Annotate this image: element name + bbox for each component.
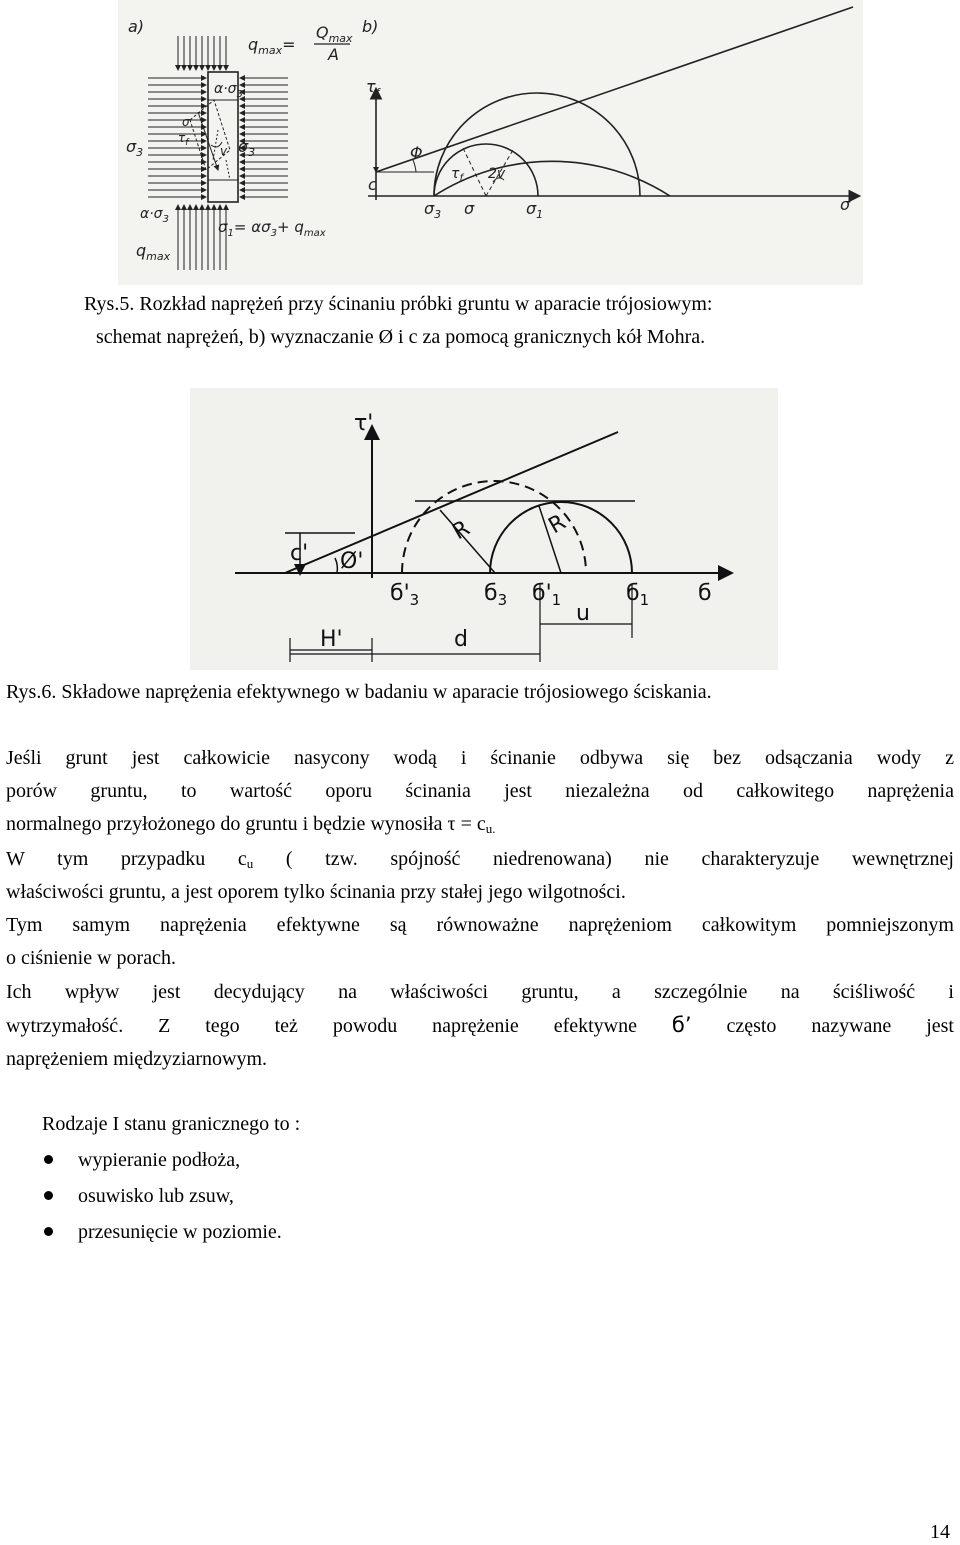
svg-text:v: v xyxy=(220,144,228,158)
svg-text:qmax: $q_{max}$ xyxy=(136,241,171,263)
list-item: przesunięcie w poziomie. xyxy=(44,1217,282,1253)
svg-text:τf: $\tau_f$ xyxy=(366,77,380,99)
sigma1-label: $б_1$ xyxy=(626,581,650,609)
bullet-icon xyxy=(44,1155,53,1164)
list-title: Rodzaje I stanu granicznego to : xyxy=(42,1113,301,1135)
svg-text:σ1= ασ3+ qmax: $\sigma_1= \alpha\sigma_3+ q_{max}$ xyxy=(218,218,326,239)
list-item: wypieranie podłoża, xyxy=(44,1145,282,1181)
svg-text:c: c xyxy=(368,175,377,194)
svg-text:qmax=: $q_{max}=$ xyxy=(248,35,296,57)
top-load-arrows xyxy=(178,36,226,70)
svg-text:σ3: $\sigma_3$ xyxy=(424,199,442,221)
svg-text:α·σ3: $\alpha\cdot\sigma_3$ xyxy=(214,81,243,100)
bottom-load-arrows xyxy=(178,205,226,270)
phi-prime-label: Ø' xyxy=(340,549,364,574)
R-left-label: R xyxy=(448,515,475,546)
page-number: 14 xyxy=(930,1521,950,1543)
paragraph-undrained-shear: Jeśli grunt jest całkowicie nasycony wodą i ścinanie odbywa się bez odsączania wody z porów gruntu, to wartość oporu ścinania jest niezależna od całkowitego naprężenia normalnego przyłożonego do gruntu i będzie wynosiła $\tau = c_{u.}$ xyxy=(6,747,954,837)
panel-b-labels xyxy=(366,77,851,221)
sigma3-prime-label: $б'_3$ xyxy=(390,581,420,609)
svg-text:σ3: $\sigma_3$ xyxy=(238,137,256,159)
u-label: u xyxy=(576,601,590,626)
figure-5-caption-line-2: schemat naprężeń, b) wyznaczanie Ø i c za pomocą granicznych kół Mohra. xyxy=(96,326,706,348)
svg-text:σ: σ xyxy=(840,195,851,214)
H-prime-label: H' xyxy=(320,627,343,652)
svg-text:σ3: $\sigma_3$ xyxy=(126,137,144,159)
sigma1-prime-label: $б'_1$ xyxy=(532,581,562,609)
figure-5-mohr-diagram xyxy=(118,0,863,285)
bullet-icon xyxy=(44,1191,53,1200)
paragraph-intergranular-stress: Ich wpływ jest decydujący na właściwości gruntu, a szczególnie na ściśliwość i wytrzymałość. Z tego też powodu naprężenie efektywne б’ często nazywane jest naprężeniem międzyziarnowym. xyxy=(6,981,954,1071)
bullet-icon xyxy=(44,1227,53,1236)
panel-a-label: a) xyxy=(128,17,145,36)
sigma-axis-label-6: б xyxy=(698,581,712,606)
list-item: osuwisko lub zsuw, xyxy=(44,1181,282,1217)
R-right-label: R xyxy=(544,509,571,540)
left-pressure-arrows xyxy=(148,78,206,197)
svg-text:σ: σ xyxy=(464,199,475,218)
mohr-circle-2 xyxy=(434,93,640,196)
svg-text:τf: $\tau_f$ xyxy=(178,131,189,148)
figure-5-caption-line-1: Rys.5. Rozkład naprężeń przy ścinaniu próbki gruntu w aparacie trójosiowym: xyxy=(84,293,713,315)
figure-6-caption: Rys.6. Składowe naprężenia efektywnego w badaniu w aparacie trójosiowego ściskania. xyxy=(6,681,712,703)
svg-text:Φ: Φ xyxy=(410,143,423,162)
paragraph-effective-stress: Tym samym naprężenia efektywne są równoważne naprężeniom całkowitym pomniejszonym o ciśnienie w porach. xyxy=(6,914,954,970)
panel-b-label: b) xyxy=(362,17,379,36)
c-prime-label: c' xyxy=(290,541,309,566)
paragraph-undrained-cohesion: W tym przypadku $c_u$ ( tzw. spójność niedrenowana) nie charakteryzuje wewnętrznej właściwości gruntu, a jest oporem tylko ścinania przy stałej jego wilgotności. xyxy=(6,848,954,904)
svg-text:2v: 2v xyxy=(488,166,506,182)
panel-b-mohr-circles xyxy=(362,7,858,200)
d-label: d xyxy=(454,627,468,652)
figure-6-effective-stress-diagram xyxy=(190,388,778,670)
svg-text:A: A xyxy=(328,45,339,64)
svg-text:Qmax: $Q_{max}$ xyxy=(316,23,353,45)
svg-text:σ1: $\sigma_1$ xyxy=(526,199,544,221)
mohr-circle-3 xyxy=(434,161,670,196)
panel-a-labels xyxy=(126,23,353,263)
tau-prime-label: τ' xyxy=(354,411,374,436)
svg-text:τf: $\tau_f$ xyxy=(451,166,463,184)
sigma3-label: $б_3$ xyxy=(484,581,508,609)
svg-text:σ: σ xyxy=(182,115,190,129)
limit-state-list xyxy=(44,1145,282,1253)
failure-envelope xyxy=(376,7,853,172)
mohr-circle-effective xyxy=(490,502,632,573)
svg-text:α·σ3: $\alpha\cdot\sigma_3$ xyxy=(140,206,169,225)
mohr-circle-1 xyxy=(434,144,538,196)
